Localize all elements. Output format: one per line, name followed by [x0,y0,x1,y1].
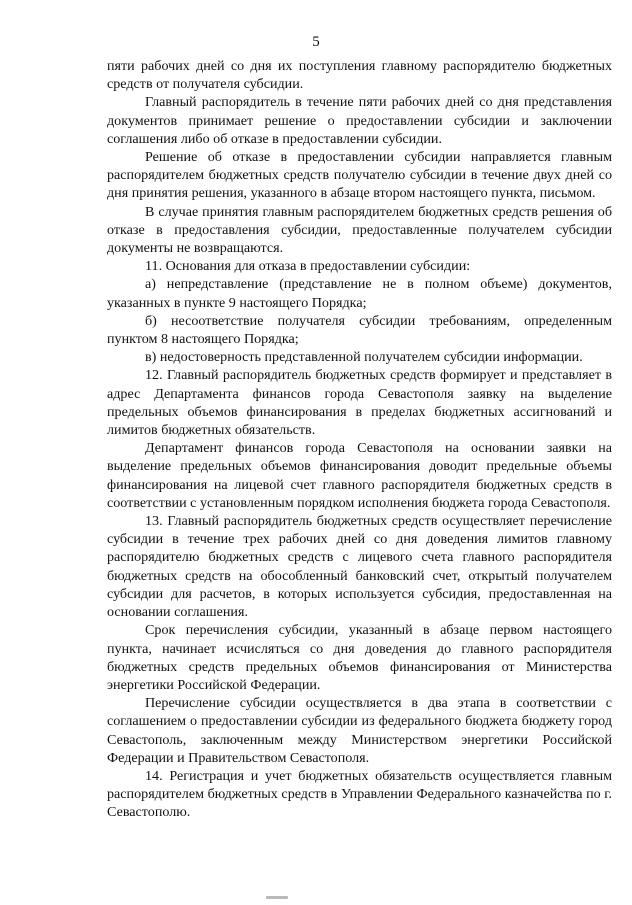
document-body [107,57,612,822]
paragraph-item-11-a: а) непредставление (представление не в полном объеме) документов, указанных в пункте 9 настоящего Порядка; [107,276,612,311]
paragraph-transfer-period: Срок перечисления субсидии, указанный в абзаце первом настоящего пункта, начинает исчисляться со дня доведения до главного распорядителя бюджетных средств предельных объемов финансирования от Министерства энергетики Российской Федерации. [107,622,612,693]
paragraph-item-11-c: в) недостоверность представленной получателем субсидии информации. [145,349,583,366]
page-number: 5 [312,34,320,50]
paragraph-item-12: 12. Главный распорядитель бюджетных средств формирует и представляет в адрес Департамента финансов города Севастополя заявку на выделение предельных объемов финансирования в пределах бюджетных ассигнований и лимитов бюджетных обязательств. [107,367,612,439]
paragraph-finance-department: Департамент финансов города Севастополя на основании заявки на выделение предельных объемов финансирования доводит предельные объемы финансирования на лицевой счет главного распорядителя бюджетных средств в соответствии с установленным порядком исполнения бюджета города Севастополя. [107,440,612,511]
paragraph-two-stages: Перечисление субсидии осуществляется в два этапа в соответствии с соглашением о предоставлении субсидии из федерального бюджета бюджету город Севастополь, заключенным между Министерством энергетики Российской Федерации и Правительством Севастополя. [107,695,612,766]
paragraph-continuation: пяти рабочих дней со дня их поступления главному распорядителю бюджетных средств от получателя субсидии. [107,58,612,93]
paragraph-refusal-notice: Решение об отказе в предоставлении субсидии направляется главным распорядителем бюджетных средств получателю субсидии в течение двух дней со дня принятия решения, указанного в абзаце втором настоящего пункта, письмом. [107,149,612,202]
paragraph-item-14: 14. Регистрация и учет бюджетных обязательств осуществляется главным распорядителем бюджетных средств в Управлении Федерального казначейства по г. Севастополю. [107,767,612,821]
paragraph-documents-not-returned: В случае принятия главным распорядителем бюджетных средств решения об отказе в предоставления субсидии, предоставленные получателем субсидии документы не возвращаются. [107,203,612,257]
paragraph-item-13: 13. Главный распорядитель бюджетных средств осуществляет перечисление субсидии в течение трех рабочих дней со дня доведения лимитов главному распорядителю бюджетных средств с лицевого счета главного распорядителя бюджетных средств на обособленный банковский счет, открытый получателем субсидии для расчетов, в которых используется субсидия, предоставленная на основании соглашения. [107,513,612,621]
paragraph-decision-deadline: Главный распорядитель в течение пяти рабочих дней со дня представления документов принимает решение о предоставлении субсидии и заключении соглашения либо об отказе в предоставлении субсидии. [107,94,612,147]
scan-artifact [266,896,288,899]
paragraph-item-11: 11. Основания для отказа в предоставлении субсидии: [145,258,471,275]
paragraph-item-11-b: б) несоответствие получателя субсидии требованиям, определенным пунктом 8 настоящего Порядка; [107,312,612,348]
